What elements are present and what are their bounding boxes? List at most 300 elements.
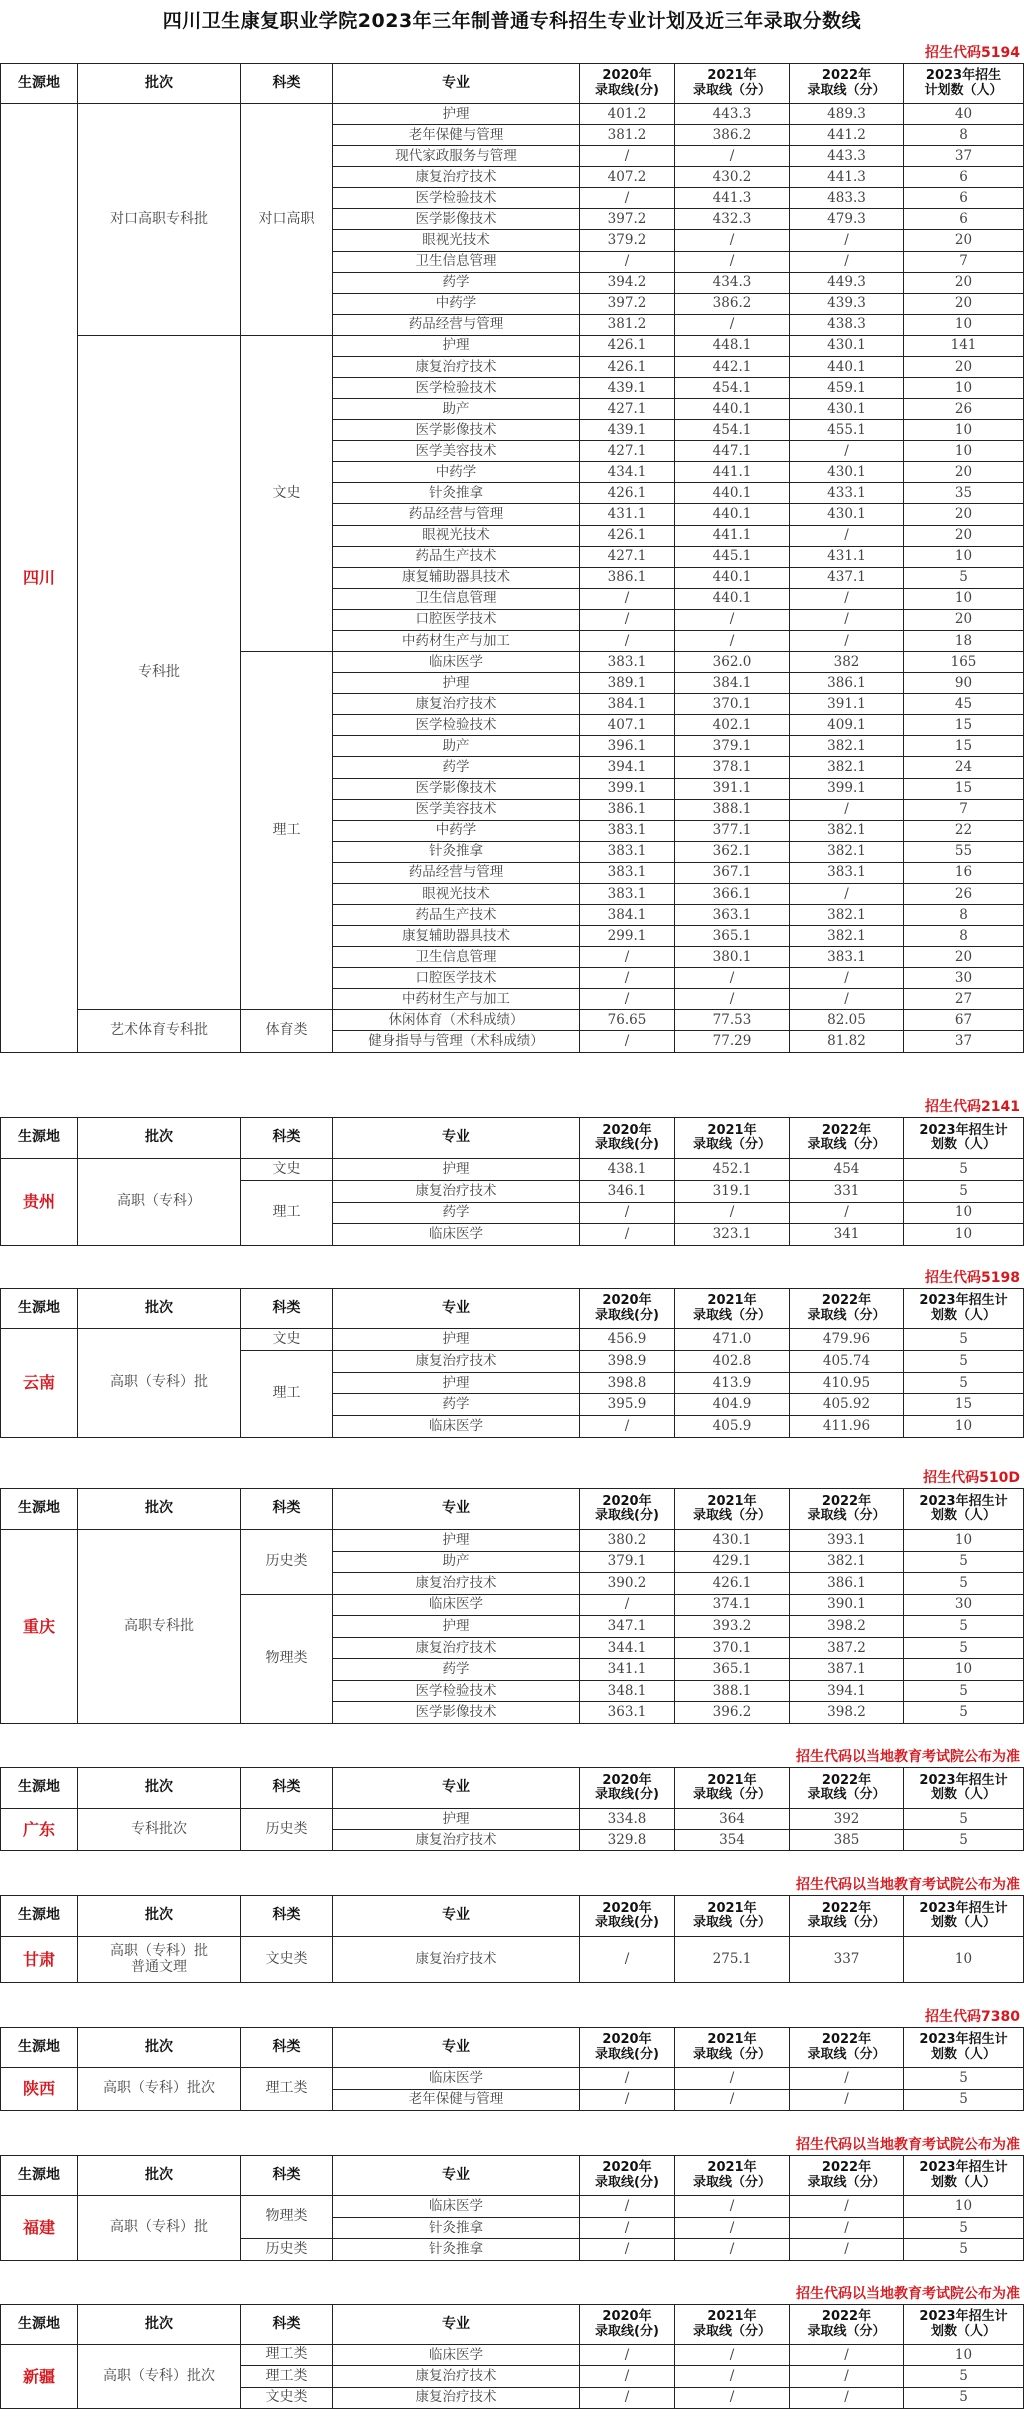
header-province: 生源地	[1, 2156, 78, 2196]
plan-2023-cell: 5	[904, 2387, 1024, 2408]
score-2022-cell: 483.3	[790, 188, 904, 209]
score-2022-cell: 441.2	[790, 125, 904, 146]
score-2021-cell: 386.2	[675, 125, 790, 146]
header-score-2022: 2022年 录取线（分）	[790, 2028, 904, 2068]
score-2020-cell: 398.9	[580, 1350, 675, 1372]
score-2022-cell: /	[790, 609, 904, 630]
score-2020-cell: 386.1	[580, 799, 675, 820]
plan-2023-cell: 5	[904, 1551, 1024, 1573]
plan-2023-cell: 20	[904, 462, 1024, 483]
score-2022-cell: 331	[790, 1180, 904, 1202]
score-2021-cell: 354	[675, 1830, 790, 1851]
score-2022-cell: 409.1	[790, 715, 904, 736]
major-cell: 药品生产技术	[333, 546, 580, 567]
score-2021-cell: 440.1	[675, 588, 790, 609]
header-score-2021: 2021年 录取线（分）	[675, 1896, 790, 1937]
admission-table-6	[0, 2027, 1024, 2111]
score-2021-cell: 430.1	[675, 1530, 790, 1552]
score-2021-cell: 432.3	[675, 209, 790, 230]
score-2020-cell: 379.2	[580, 230, 675, 251]
plan-2023-cell: 5	[904, 2217, 1024, 2239]
major-cell: 药学	[333, 1659, 580, 1681]
header-score-2022: 2022年 录取线（分）	[790, 1896, 904, 1937]
table-body	[1, 2068, 1024, 2111]
province-cell: 贵州	[1, 1159, 78, 1246]
score-2020-cell: /	[580, 251, 675, 272]
major-cell: 护理	[333, 335, 580, 356]
major-cell: 助产	[333, 1551, 580, 1573]
score-2020-cell: /	[580, 1416, 675, 1438]
province-cell: 福建	[1, 2196, 78, 2261]
score-2021-cell: 377.1	[675, 820, 790, 841]
header-score-2022: 2022年 录取线（分）	[790, 1768, 904, 1809]
score-2021-cell: 454.1	[675, 420, 790, 441]
score-2022-cell: 449.3	[790, 272, 904, 293]
score-2020-cell: 394.2	[580, 272, 675, 293]
major-cell: 医学检验技术	[333, 378, 580, 399]
admission-table-1	[0, 1117, 1024, 1246]
score-2020-cell: 383.1	[580, 862, 675, 883]
plan-2023-cell: 90	[904, 673, 1024, 694]
header-batch: 批次	[78, 2305, 241, 2345]
score-2021-cell: 370.1	[675, 694, 790, 715]
score-2022-cell: 382	[790, 652, 904, 673]
score-2021-cell: 363.1	[675, 904, 790, 925]
score-2020-cell: 401.2	[580, 104, 675, 125]
score-2021-cell: 413.9	[675, 1372, 790, 1394]
category-cell: 理工类	[241, 2068, 333, 2111]
enrollment-code-label: 招生代码以当地教育考试院公布为准	[796, 1749, 1020, 1765]
header-score-2020: 2020年 录取线(分)	[580, 64, 675, 104]
score-2020-cell: 427.1	[580, 441, 675, 462]
header-score-2021: 2021年 录取线（分）	[675, 1768, 790, 1809]
major-cell: 中药学	[333, 820, 580, 841]
province-cell: 甘肃	[1, 1937, 78, 1983]
score-2020-cell: 396.1	[580, 736, 675, 757]
batch-cell: 高职（专科）批 普通文理	[78, 1937, 241, 1983]
plan-2023-cell: 5	[904, 1372, 1024, 1394]
score-2020-cell: 431.1	[580, 504, 675, 525]
major-cell: 医学影像技术	[333, 209, 580, 230]
score-2020-cell: 383.1	[580, 883, 675, 904]
header-score-2022: 2022年 录取线（分）	[790, 2305, 904, 2345]
score-2021-cell: 441.1	[675, 462, 790, 483]
major-cell: 康复治疗技术	[333, 1573, 580, 1595]
table-header	[1, 1118, 1024, 1159]
score-2022-cell: 430.1	[790, 504, 904, 525]
score-2020-cell: 299.1	[580, 926, 675, 947]
score-2021-cell: 445.1	[675, 546, 790, 567]
category-cell: 文史类	[241, 1937, 333, 1983]
score-2022-cell: /	[790, 2089, 904, 2111]
admission-table-4	[0, 1767, 1024, 1851]
plan-2023-cell: 8	[904, 125, 1024, 146]
header-major: 专业	[333, 2156, 580, 2196]
score-2022-cell: /	[790, 2387, 904, 2408]
major-cell: 现代家政服务与管理	[333, 146, 580, 167]
plan-2023-cell: 5	[904, 1809, 1024, 1830]
score-2020-cell: 341.1	[580, 1659, 675, 1681]
plan-2023-cell: 20	[904, 293, 1024, 314]
province-cell: 广东	[1, 1809, 78, 1851]
plan-2023-cell: 35	[904, 483, 1024, 504]
major-cell: 老年保健与管理	[333, 125, 580, 146]
batch-cell: 高职（专科）批	[78, 2196, 241, 2261]
score-2020-cell: 438.1	[580, 1159, 675, 1181]
score-2020-cell: 397.2	[580, 209, 675, 230]
major-cell: 临床医学	[333, 2196, 580, 2218]
score-2021-cell: 323.1	[675, 1224, 790, 1246]
major-cell: 护理	[333, 1530, 580, 1552]
score-2022-cell: 394.1	[790, 1680, 904, 1702]
header-major: 专业	[333, 1489, 580, 1530]
header-score-2020: 2020年 录取线(分)	[580, 1489, 675, 1530]
header-batch: 批次	[78, 1289, 241, 1329]
plan-2023-cell: 8	[904, 904, 1024, 925]
major-cell: 临床医学	[333, 652, 580, 673]
major-cell: 药学	[333, 272, 580, 293]
table-row	[1, 1159, 1024, 1181]
plan-2023-cell: 5	[904, 1616, 1024, 1638]
score-2020-cell: /	[580, 146, 675, 167]
header-plan-2023: 2023年招生计 划数（人）	[904, 2156, 1024, 2196]
score-2021-cell: 364	[675, 1809, 790, 1830]
header-province: 生源地	[1, 1118, 78, 1159]
header-batch: 批次	[78, 1896, 241, 1937]
major-cell: 眼视光技术	[333, 525, 580, 546]
batch-cell: 对口高职专科批	[78, 104, 241, 336]
plan-2023-cell: 10	[904, 2196, 1024, 2218]
plan-2023-cell: 10	[904, 314, 1024, 335]
score-2022-cell: 392	[790, 1809, 904, 1830]
header-category: 科类	[241, 1489, 333, 1530]
header-score-2021: 2021年 录取线（分）	[675, 2028, 790, 2068]
score-2021-cell: 391.1	[675, 778, 790, 799]
header-category: 科类	[241, 2028, 333, 2068]
score-2020-cell: 383.1	[580, 841, 675, 862]
score-2021-cell: 365.1	[675, 926, 790, 947]
header-score-2021: 2021年 录取线（分）	[675, 2305, 790, 2345]
header-row	[1, 2028, 1024, 2068]
score-2021-cell: 384.1	[675, 673, 790, 694]
score-2021-cell: 447.1	[675, 441, 790, 462]
header-major: 专业	[333, 1289, 580, 1329]
plan-2023-cell: 5	[904, 1702, 1024, 1724]
score-2022-cell: /	[790, 799, 904, 820]
score-2020-cell: 384.1	[580, 904, 675, 925]
score-2021-cell: /	[675, 2345, 790, 2366]
header-plan-2023: 2023年招生计 划数（人）	[904, 1489, 1024, 1530]
major-cell: 医学影像技术	[333, 1702, 580, 1724]
score-2021-cell: 404.9	[675, 1394, 790, 1416]
plan-2023-cell: 30	[904, 968, 1024, 989]
admission-table-5	[0, 1895, 1024, 1983]
score-2022-cell: 479.96	[790, 1329, 904, 1351]
major-cell: 康复辅助器具技术	[333, 926, 580, 947]
major-cell: 眼视光技术	[333, 883, 580, 904]
score-2021-cell: 441.3	[675, 188, 790, 209]
score-2022-cell: 387.2	[790, 1637, 904, 1659]
score-2020-cell: /	[580, 1594, 675, 1616]
batch-cell: 专科批次	[78, 1809, 241, 1851]
table-body	[1, 1809, 1024, 1851]
score-2022-cell: 430.1	[790, 462, 904, 483]
plan-2023-cell: 10	[904, 420, 1024, 441]
score-2021-cell: 370.1	[675, 1637, 790, 1659]
major-cell: 临床医学	[333, 1224, 580, 1246]
score-2021-cell: 77.29	[675, 1031, 790, 1052]
score-2022-cell: 441.3	[790, 167, 904, 188]
score-2022-cell: 382.1	[790, 820, 904, 841]
major-cell: 康复治疗技术	[333, 1350, 580, 1372]
major-cell: 健身指导与管理（术科成绩）	[333, 1031, 580, 1052]
plan-2023-cell: 10	[904, 2345, 1024, 2366]
score-2021-cell: 380.1	[675, 947, 790, 968]
header-score-2021: 2021年 录取线（分）	[675, 1489, 790, 1530]
score-2022-cell: 382.1	[790, 926, 904, 947]
major-cell: 护理	[333, 673, 580, 694]
score-2022-cell: /	[790, 2345, 904, 2366]
score-2022-cell: 455.1	[790, 420, 904, 441]
major-cell: 康复治疗技术	[333, 1937, 580, 1983]
score-2021-cell: 440.1	[675, 504, 790, 525]
major-cell: 护理	[333, 1809, 580, 1830]
header-province: 生源地	[1, 2305, 78, 2345]
score-2020-cell: 344.1	[580, 1637, 675, 1659]
table-header	[1, 1896, 1024, 1937]
plan-2023-cell: 5	[904, 2366, 1024, 2387]
page-title: 四川卫生康复职业学院2023年三年制普通专科招生专业计划及近三年录取分数线	[162, 10, 862, 32]
plan-2023-cell: 20	[904, 504, 1024, 525]
header-plan-2023: 2023年招生计 划数（人）	[904, 1896, 1024, 1937]
plan-2023-cell: 6	[904, 188, 1024, 209]
score-2022-cell: /	[790, 2196, 904, 2218]
major-cell: 卫生信息管理	[333, 251, 580, 272]
score-2022-cell: /	[790, 2366, 904, 2387]
score-2020-cell: /	[580, 2196, 675, 2218]
score-2022-cell: 382.1	[790, 841, 904, 862]
score-2022-cell: 383.1	[790, 947, 904, 968]
score-2022-cell: /	[790, 2068, 904, 2090]
category-cell: 理工	[241, 652, 333, 1010]
score-2020-cell: 426.1	[580, 525, 675, 546]
score-2022-cell: 437.1	[790, 567, 904, 588]
major-cell: 针灸推拿	[333, 2217, 580, 2239]
score-2022-cell: /	[790, 525, 904, 546]
plan-2023-cell: 10	[904, 1224, 1024, 1246]
major-cell: 中药学	[333, 462, 580, 483]
header-category: 科类	[241, 1768, 333, 1809]
plan-2023-cell: 6	[904, 167, 1024, 188]
score-2022-cell: /	[790, 968, 904, 989]
table-header	[1, 64, 1024, 104]
plan-2023-cell: 10	[904, 588, 1024, 609]
plan-2023-cell: 15	[904, 736, 1024, 757]
score-2022-cell: 443.3	[790, 146, 904, 167]
major-cell: 药学	[333, 1394, 580, 1416]
header-major: 专业	[333, 1118, 580, 1159]
plan-2023-cell: 5	[904, 1573, 1024, 1595]
table-row	[1, 1809, 1024, 1830]
header-score-2021: 2021年 录取线（分）	[675, 64, 790, 104]
major-cell: 康复辅助器具技术	[333, 567, 580, 588]
plan-2023-cell: 20	[904, 947, 1024, 968]
plan-2023-cell: 5	[904, 1180, 1024, 1202]
header-province: 生源地	[1, 64, 78, 104]
batch-cell: 高职专科批	[78, 1530, 241, 1724]
plan-2023-cell: 7	[904, 799, 1024, 820]
score-2021-cell: 448.1	[675, 335, 790, 356]
score-2021-cell: /	[675, 251, 790, 272]
category-cell: 历史类	[241, 1809, 333, 1851]
score-2022-cell: 431.1	[790, 546, 904, 567]
plan-2023-cell: 10	[904, 1937, 1024, 1983]
score-2021-cell: /	[675, 609, 790, 630]
score-2020-cell: 439.1	[580, 378, 675, 399]
score-2022-cell: 405.74	[790, 1350, 904, 1372]
header-province: 生源地	[1, 1768, 78, 1809]
plan-2023-cell: 18	[904, 630, 1024, 651]
plan-2023-cell: 5	[904, 567, 1024, 588]
header-row	[1, 1118, 1024, 1159]
province-cell: 云南	[1, 1329, 78, 1438]
enrollment-code-label: 招生代码510D	[923, 1470, 1020, 1486]
major-cell: 康复治疗技术	[333, 167, 580, 188]
header-major: 专业	[333, 1896, 580, 1937]
score-2020-cell: 407.2	[580, 167, 675, 188]
score-2020-cell: 386.1	[580, 567, 675, 588]
header-category: 科类	[241, 2156, 333, 2196]
score-2020-cell: 329.8	[580, 1830, 675, 1851]
header-score-2020: 2020年 录取线(分)	[580, 2305, 675, 2345]
admission-table-7	[0, 2155, 1024, 2261]
score-2020-cell: /	[580, 630, 675, 651]
table-row	[1, 1010, 1024, 1031]
header-category: 科类	[241, 1118, 333, 1159]
score-2021-cell: 275.1	[675, 1937, 790, 1983]
major-cell: 康复治疗技术	[333, 1830, 580, 1851]
header-score-2022: 2022年 录取线（分）	[790, 64, 904, 104]
category-cell: 文史	[241, 335, 333, 651]
major-cell: 休闲体育（术科成绩）	[333, 1010, 580, 1031]
enrollment-code-label: 招生代码5198	[925, 1270, 1020, 1286]
score-2022-cell: 386.1	[790, 1573, 904, 1595]
score-2020-cell: /	[580, 1031, 675, 1052]
province-cell: 四川	[1, 104, 78, 1053]
plan-2023-cell: 20	[904, 356, 1024, 377]
score-2022-cell: /	[790, 989, 904, 1010]
score-2021-cell: /	[675, 2089, 790, 2111]
major-cell: 助产	[333, 736, 580, 757]
score-2020-cell: 395.9	[580, 1394, 675, 1416]
score-2020-cell: 383.1	[580, 652, 675, 673]
table-row	[1, 335, 1024, 356]
score-2020-cell: /	[580, 2239, 675, 2261]
score-2021-cell: 430.2	[675, 167, 790, 188]
major-cell: 药学	[333, 757, 580, 778]
score-2022-cell: 489.3	[790, 104, 904, 125]
table-header	[1, 1289, 1024, 1329]
header-score-2020: 2020年 录取线(分)	[580, 1768, 675, 1809]
major-cell: 护理	[333, 1372, 580, 1394]
score-2021-cell: 471.0	[675, 1329, 790, 1351]
plan-2023-cell: 10	[904, 546, 1024, 567]
admission-table-2	[0, 1288, 1024, 1438]
header-major: 专业	[333, 2305, 580, 2345]
header-batch: 批次	[78, 1768, 241, 1809]
major-cell: 医学美容技术	[333, 441, 580, 462]
header-batch: 批次	[78, 64, 241, 104]
plan-2023-cell: 6	[904, 209, 1024, 230]
category-cell: 体育类	[241, 1010, 333, 1052]
score-2020-cell: 384.1	[580, 694, 675, 715]
batch-cell: 高职（专科）批	[78, 1329, 241, 1438]
score-2020-cell: 348.1	[580, 1680, 675, 1702]
table-body	[1, 1159, 1024, 1246]
table-body	[1, 1329, 1024, 1438]
major-cell: 针灸推拿	[333, 2239, 580, 2261]
plan-2023-cell: 5	[904, 1637, 1024, 1659]
header-score-2020: 2020年 录取线(分)	[580, 1896, 675, 1937]
major-cell: 康复治疗技术	[333, 2387, 580, 2408]
score-2022-cell: 410.95	[790, 1372, 904, 1394]
category-cell: 理工类	[241, 2345, 333, 2366]
header-batch: 批次	[78, 1118, 241, 1159]
score-2021-cell: 77.53	[675, 1010, 790, 1031]
table-row	[1, 2196, 1024, 2218]
header-score-2020: 2020年 录取线(分)	[580, 2028, 675, 2068]
plan-2023-cell: 37	[904, 146, 1024, 167]
major-cell: 中药学	[333, 293, 580, 314]
score-2020-cell: 389.1	[580, 673, 675, 694]
score-2021-cell: 378.1	[675, 757, 790, 778]
score-2022-cell: 430.1	[790, 399, 904, 420]
major-cell: 康复治疗技术	[333, 2366, 580, 2387]
major-cell: 临床医学	[333, 1594, 580, 1616]
score-2020-cell: 434.1	[580, 462, 675, 483]
header-row	[1, 2305, 1024, 2345]
major-cell: 针灸推拿	[333, 483, 580, 504]
score-2020-cell: 426.1	[580, 356, 675, 377]
header-batch: 批次	[78, 1489, 241, 1530]
header-category: 科类	[241, 2305, 333, 2345]
major-cell: 口腔医学技术	[333, 968, 580, 989]
score-2021-cell: 440.1	[675, 399, 790, 420]
table-row	[1, 2068, 1024, 2090]
score-2020-cell: 381.2	[580, 314, 675, 335]
header-score-2021: 2021年 录取线（分）	[675, 1118, 790, 1159]
header-plan-2023: 2023年招生计 划数（人）	[904, 1768, 1024, 1809]
plan-2023-cell: 20	[904, 272, 1024, 293]
score-2021-cell: 454.1	[675, 378, 790, 399]
major-cell: 中药材生产与加工	[333, 630, 580, 651]
batch-cell: 高职（专科）批次	[78, 2068, 241, 2111]
score-2022-cell: /	[790, 588, 904, 609]
plan-2023-cell: 26	[904, 883, 1024, 904]
score-2020-cell: 398.8	[580, 1372, 675, 1394]
header-score-2020: 2020年 录取线(分)	[580, 2156, 675, 2196]
table-row	[1, 1530, 1024, 1552]
score-2021-cell: 426.1	[675, 1573, 790, 1595]
major-cell: 医学检验技术	[333, 1680, 580, 1702]
score-2022-cell: 438.3	[790, 314, 904, 335]
plan-2023-cell: 10	[904, 1416, 1024, 1438]
score-2021-cell: /	[675, 1202, 790, 1224]
category-cell: 历史类	[241, 2239, 333, 2261]
score-2020-cell: /	[580, 2387, 675, 2408]
major-cell: 助产	[333, 399, 580, 420]
table-header	[1, 1489, 1024, 1530]
